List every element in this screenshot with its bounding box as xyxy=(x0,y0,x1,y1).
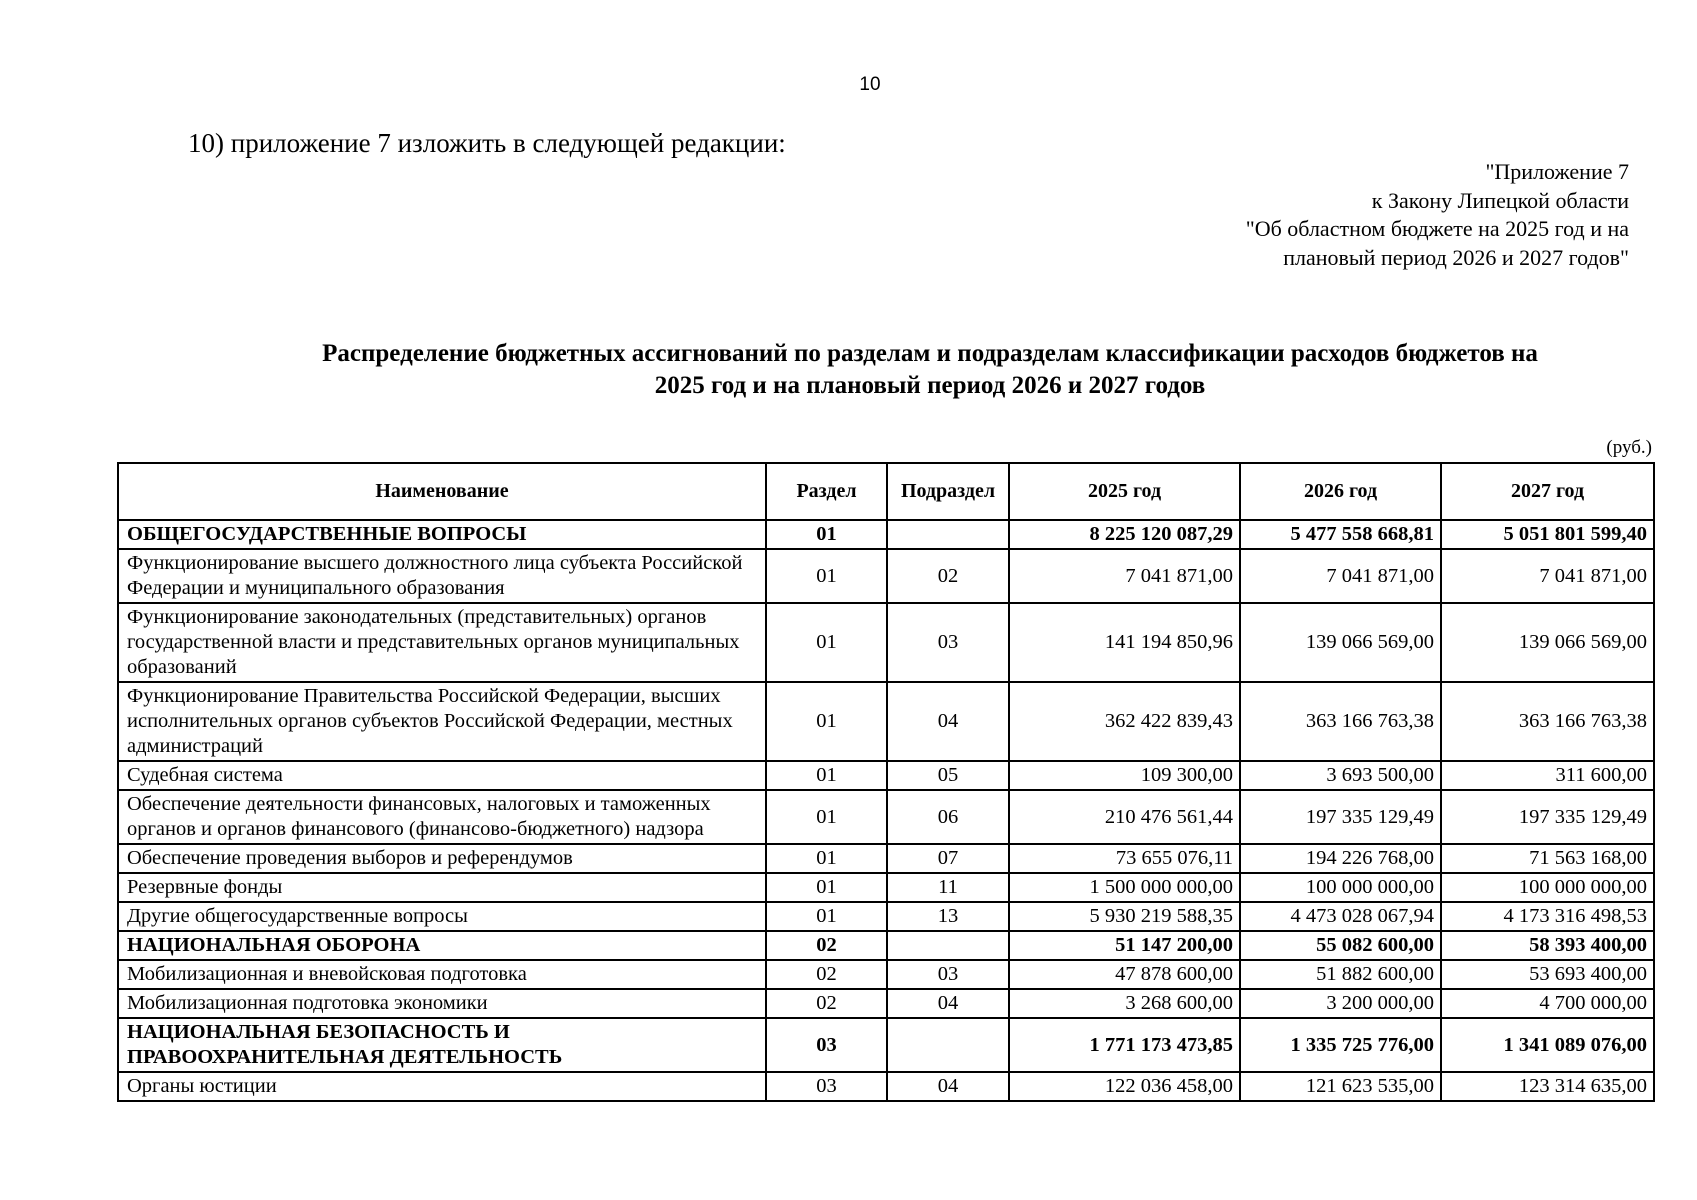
row-2027: 311 600,00 xyxy=(1441,761,1654,790)
row-2027: 58 393 400,00 xyxy=(1441,931,1654,960)
header-2025: 2025 год xyxy=(1009,463,1240,520)
row-2027: 71 563 168,00 xyxy=(1441,844,1654,873)
header-2027: 2027 год xyxy=(1441,463,1654,520)
row-2026: 4 473 028 067,94 xyxy=(1240,902,1441,931)
row-2026: 197 335 129,49 xyxy=(1240,790,1441,844)
row-2027: 5 051 801 599,40 xyxy=(1441,520,1654,549)
row-razdel: 02 xyxy=(766,960,887,989)
row-2027: 139 066 569,00 xyxy=(1441,603,1654,682)
row-podrazdel xyxy=(887,931,1009,960)
header-razdel: Раздел xyxy=(766,463,887,520)
row-razdel: 01 xyxy=(766,520,887,549)
row-name: Резервные фонды xyxy=(118,873,766,902)
table-row xyxy=(118,682,1654,761)
row-2026: 3 200 000,00 xyxy=(1240,989,1441,1018)
row-razdel: 01 xyxy=(766,844,887,873)
row-2027: 7 041 871,00 xyxy=(1441,549,1654,603)
row-podrazdel: 05 xyxy=(887,761,1009,790)
row-name: НАЦИОНАЛЬНАЯ ОБОРОНА xyxy=(118,931,766,960)
row-razdel: 01 xyxy=(766,873,887,902)
row-razdel: 02 xyxy=(766,931,887,960)
row-2026: 7 041 871,00 xyxy=(1240,549,1441,603)
row-2026: 121 623 535,00 xyxy=(1240,1072,1441,1101)
header-podrazdel: Подраздел xyxy=(887,463,1009,520)
row-razdel: 01 xyxy=(766,603,887,682)
table-row xyxy=(118,549,1654,603)
row-podrazdel: 03 xyxy=(887,960,1009,989)
row-razdel: 01 xyxy=(766,549,887,603)
row-2026: 55 082 600,00 xyxy=(1240,931,1441,960)
row-2026: 194 226 768,00 xyxy=(1240,844,1441,873)
row-name: Функционирование законодательных (представительных) органов государственной власти и представительных органов муниципальных образований xyxy=(118,603,766,682)
row-name: НАЦИОНАЛЬНАЯ БЕЗОПАСНОСТЬ И ПРАВООХРАНИТЕЛЬНАЯ ДЕЯТЕЛЬНОСТЬ xyxy=(118,1018,766,1072)
appendix-note-line: "Приложение 7 xyxy=(1485,159,1629,184)
row-2025: 47 878 600,00 xyxy=(1009,960,1240,989)
row-2027: 53 693 400,00 xyxy=(1441,960,1654,989)
row-podrazdel: 02 xyxy=(887,549,1009,603)
table-row xyxy=(118,603,1654,682)
budget-table xyxy=(117,462,1655,1102)
row-2026: 363 166 763,38 xyxy=(1240,682,1441,761)
row-razdel: 02 xyxy=(766,989,887,1018)
table-row xyxy=(118,1018,1654,1072)
amendment-intro: 10) приложение 7 изложить в следующей редакции: xyxy=(188,128,786,158)
row-2025: 51 147 200,00 xyxy=(1009,931,1240,960)
row-2026: 100 000 000,00 xyxy=(1240,873,1441,902)
row-podrazdel: 04 xyxy=(887,1072,1009,1101)
row-name: Обеспечение проведения выборов и референдумов xyxy=(118,844,766,873)
row-2026: 139 066 569,00 xyxy=(1240,603,1441,682)
row-2025: 141 194 850,96 xyxy=(1009,603,1240,682)
row-name: Функционирование Правительства Российской Федерации, высших исполнительных органов субъектов Российской Федерации, местных администраций xyxy=(118,682,766,761)
row-2027: 123 314 635,00 xyxy=(1441,1072,1654,1101)
row-name: ОБЩЕГОСУДАРСТВЕННЫЕ ВОПРОСЫ xyxy=(118,520,766,549)
row-name: Органы юстиции xyxy=(118,1072,766,1101)
row-2027: 197 335 129,49 xyxy=(1441,790,1654,844)
row-2027: 4 173 316 498,53 xyxy=(1441,902,1654,931)
row-razdel: 01 xyxy=(766,682,887,761)
appendix-note-line: к Закону Липецкой области xyxy=(1371,187,1629,213)
row-name: Судебная система xyxy=(118,761,766,790)
appendix-note xyxy=(1246,158,1629,272)
row-name: Мобилизационная и вневойсковая подготовка xyxy=(118,960,766,989)
table-row xyxy=(118,761,1654,790)
row-podrazdel: 04 xyxy=(887,989,1009,1018)
row-podrazdel xyxy=(887,520,1009,549)
table-title xyxy=(110,338,1697,402)
row-razdel: 01 xyxy=(766,790,887,844)
table-row xyxy=(118,989,1654,1018)
row-2026: 51 882 600,00 xyxy=(1240,960,1441,989)
row-2025: 122 036 458,00 xyxy=(1009,1072,1240,1101)
row-name: Другие общегосударственные вопросы xyxy=(118,902,766,931)
table-row xyxy=(118,902,1654,931)
row-podrazdel xyxy=(887,1018,1009,1072)
row-razdel: 01 xyxy=(766,761,887,790)
table-title-line: Распределение бюджетных ассигнований по разделам и подразделам классификации расходов бюджетов на xyxy=(322,340,1538,367)
row-razdel: 03 xyxy=(766,1072,887,1101)
row-2025: 5 930 219 588,35 xyxy=(1009,902,1240,931)
row-2025: 7 041 871,00 xyxy=(1009,549,1240,603)
row-2026: 3 693 500,00 xyxy=(1240,761,1441,790)
table-row xyxy=(118,1072,1654,1101)
row-2025: 1 771 173 473,85 xyxy=(1009,1018,1240,1072)
row-2026: 1 335 725 776,00 xyxy=(1240,1018,1441,1072)
appendix-note-line: плановый период 2026 и 2027 годов" xyxy=(1283,244,1629,270)
row-2026: 5 477 558 668,81 xyxy=(1240,520,1441,549)
row-2027: 4 700 000,00 xyxy=(1441,989,1654,1018)
header-name: Наименование xyxy=(118,463,766,520)
row-2025: 1 500 000 000,00 xyxy=(1009,873,1240,902)
row-2027: 363 166 763,38 xyxy=(1441,682,1654,761)
row-name: Мобилизационная подготовка экономики xyxy=(118,989,766,1018)
row-podrazdel: 03 xyxy=(887,603,1009,682)
row-2025: 3 268 600,00 xyxy=(1009,989,1240,1018)
row-2025: 8 225 120 087,29 xyxy=(1009,520,1240,549)
table-row xyxy=(118,844,1654,873)
row-2027: 100 000 000,00 xyxy=(1441,873,1654,902)
row-2025: 73 655 076,11 xyxy=(1009,844,1240,873)
row-2025: 362 422 839,43 xyxy=(1009,682,1240,761)
page-number: 10 xyxy=(859,74,881,95)
table-row xyxy=(118,873,1654,902)
row-2025: 210 476 561,44 xyxy=(1009,790,1240,844)
row-name: Функционирование высшего должностного лица субъекта Российской Федерации и муниципального образования xyxy=(118,549,766,603)
table-row xyxy=(118,790,1654,844)
row-podrazdel: 07 xyxy=(887,844,1009,873)
row-razdel: 03 xyxy=(766,1018,887,1072)
row-name: Обеспечение деятельности финансовых, налоговых и таможенных органов и органов финансового (финансово-бюджетного) надзора xyxy=(118,790,766,844)
row-podrazdel: 11 xyxy=(887,873,1009,902)
row-2027: 1 341 089 076,00 xyxy=(1441,1018,1654,1072)
table-row xyxy=(118,960,1654,989)
row-2025: 109 300,00 xyxy=(1009,761,1240,790)
row-podrazdel: 06 xyxy=(887,790,1009,844)
units-label: (руб.) xyxy=(1606,437,1652,458)
table-header-row xyxy=(118,463,1654,520)
appendix-note-line: "Об областном бюджете на 2025 год и на xyxy=(1245,216,1629,241)
row-podrazdel: 04 xyxy=(887,682,1009,761)
row-podrazdel: 13 xyxy=(887,902,1009,931)
row-razdel: 01 xyxy=(766,902,887,931)
table-row xyxy=(118,520,1654,549)
table-row xyxy=(118,931,1654,960)
header-2026: 2026 год xyxy=(1240,463,1441,520)
table-title-line: 2025 год и на плановый период 2026 и 2027 годов xyxy=(654,372,1206,399)
